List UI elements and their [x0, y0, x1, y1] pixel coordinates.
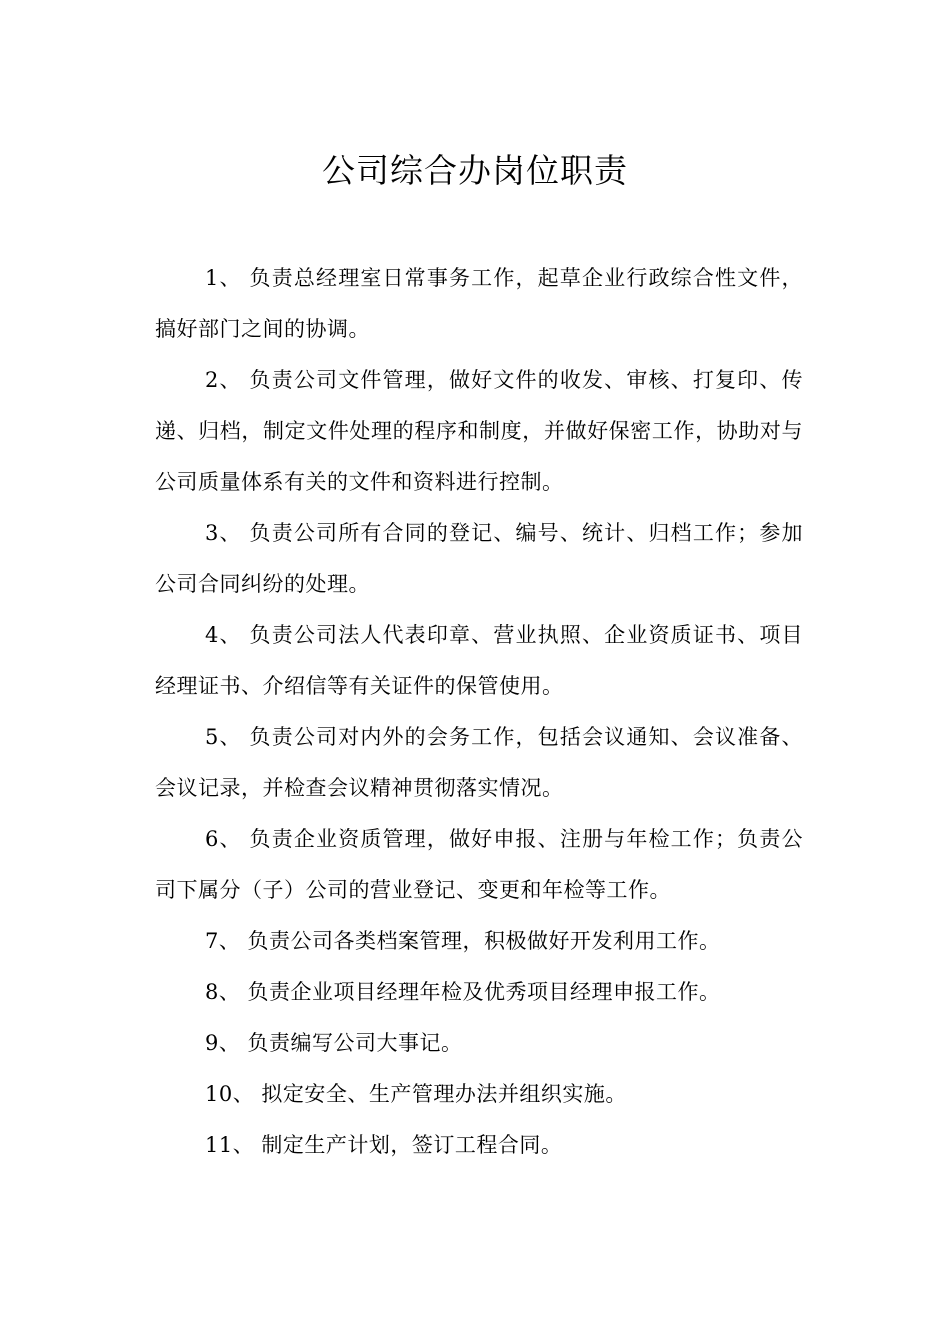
duty-item-5: 5、 负责公司对内外的会务工作，包括会议通知、会议准备、会议记录，并检查会议精神贯彻落实情况。 [155, 725, 803, 800]
duty-item-1: 1、 负责总经理室日常事务工作，起草企业行政综合性文件，搞好部门之间的协调。 [155, 266, 803, 341]
document-title: 公司综合办岗位职责 [322, 151, 628, 190]
duty-item-11: 11、 制定生产计划，签订工程合同。 [205, 1133, 563, 1157]
duty-item-2: 2、 负责公司文件管理，做好文件的收发、审核、打复印、传递、归档，制定文件处理的程序和制度，并做好保密工作，协助对与公司质量体系有关的文件和资料进行控制。 [155, 368, 803, 494]
duty-item-6: 6、 负责企业资质管理，做好申报、注册与年检工作；负责公司下属分（子）公司的营业登记、变更和年检等工作。 [155, 827, 803, 902]
duty-item-3: 3、 负责公司所有合同的登记、编号、统计、归档工作；参加公司合同纠纷的处理。 [155, 521, 803, 596]
document-body [155, 253, 803, 1171]
duty-item-7: 7、 负责公司各类档案管理，积极做好开发利用工作。 [205, 929, 721, 953]
duty-item-9: 9、 负责编写公司大事记。 [205, 1031, 463, 1055]
duty-item-10: 10、 拟定安全、生产管理办法并组织实施。 [205, 1082, 627, 1106]
duty-item-4: 4、 负责公司法人代表印章、营业执照、企业资质证书、项目经理证书、介绍信等有关证件的保管使用。 [155, 623, 803, 698]
duty-item-8: 8、 负责企业项目经理年检及优秀项目经理申报工作。 [205, 980, 721, 1004]
